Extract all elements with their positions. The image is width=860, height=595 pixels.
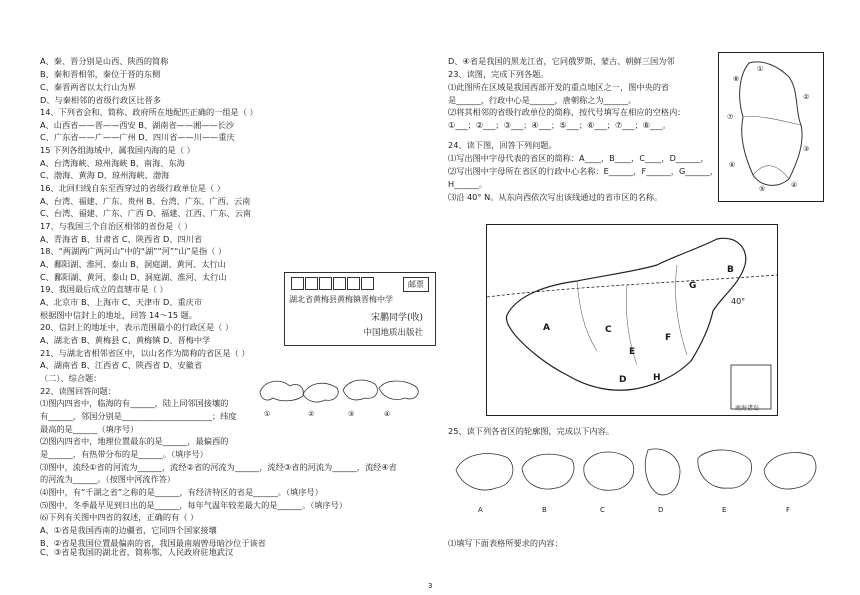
left-line: C、鄱阳湖、黄河、泰山 D、洞庭湖、淮河、太行山 [40, 272, 227, 282]
q24-letter-b: B [727, 265, 734, 275]
left-line: C、③省是我国的湖北省，简称鄂，人民政府驻地武汉 [40, 547, 234, 558]
left-line: A、鄱阳湖、淮河、泰山 B、洞庭湖、黄河、太行山 [40, 259, 226, 269]
q25-label-b: B [542, 506, 547, 514]
q22-label-4: ④ [384, 410, 391, 418]
left-line: 14、下列省会和、简称、政府所在地配匹正确的一组是（ ） [40, 107, 258, 117]
q25-label-f: F [786, 506, 791, 514]
q23-num-1: ① [757, 65, 764, 73]
right-line: ⑵写出图中字母所在省区的行政中心名称：E______，F______，G______， [448, 166, 719, 176]
right-line: ⑴填写下面表格所要求的内容： [448, 538, 563, 548]
envelope-publisher: 中国地质出版社 [363, 328, 423, 338]
q24-letter-g: G [689, 281, 697, 291]
left-line: A、湖北省 B、黄梅县 C、黄梅镇 D、晋梅中学 [40, 335, 211, 345]
q24-letter-a: A [543, 323, 550, 333]
left-line: C、秦晋两省以太行山为界 [40, 82, 136, 92]
left-line: 19、我国最后成立的直辖市是（ ） [40, 284, 168, 294]
right-line: ①___；②___；③___；④___；⑤___；⑥___；⑦___；⑧___。 [448, 120, 671, 130]
left-line: ⑶图中，流经①省的河流为______，流经②省的河流为______，流经③省的河流为______，流经④省 [40, 462, 397, 472]
q23-num-8: ⑧ [733, 75, 740, 83]
left-line: A、青海省 B、甘肃省 C、陕西省 D、四川省 [40, 234, 203, 244]
right-line: ⑶沿 40° N。从东向西依次写出该线通过的省市区的名称。 [448, 192, 663, 202]
q24-china-map [486, 224, 778, 416]
left-line: A、北京市 B、上海市 C、天津市 D、重庆市 [40, 297, 203, 307]
q23-num-3: ③ [803, 145, 810, 153]
left-line: B、秦和晋相邻，秦位于晋的东侧 [40, 69, 161, 79]
left-line: 21、与湖北省相邻省区中，以山名作为简称的省区是（ ） [40, 348, 250, 358]
q23-map [718, 52, 824, 202]
left-line: A、①省是我国西南的边疆省，它同四个国家接壤 [40, 525, 217, 535]
left-line: ⑷图中，有“千湖之省”之称的是______，有经济特区的省是______。（填序号） [40, 487, 323, 497]
left-line: ⑴图内四省中，临海的有______，陆上同邻国接壤的 [40, 398, 229, 408]
left-line: 20、信封上的地址中，表示范围最小的行政区是（ ） [40, 322, 234, 332]
q24-letter-e: E [629, 347, 636, 357]
q22-label-2: ② [308, 410, 315, 418]
page-number: 3 [428, 582, 433, 590]
right-line: 是______，行政中心是______，唐朝称之为______。 [448, 95, 637, 105]
left-line: ⑵图内四省中，地理位置最东的是______，最偏西的 [40, 436, 229, 446]
envelope-recipient: 宋鹏同学(收) [370, 313, 423, 323]
q25-label-e: E [722, 506, 727, 514]
envelope-address: 湖北省黄梅县黄梅镇晋梅中学 [289, 295, 393, 304]
left-line: A、山西省——晋——西安 B、湖南省——湘——长沙 [40, 120, 234, 130]
left-line: 22、读图回答问题： [40, 386, 116, 396]
right-line: 24、读下图，回答下列问题。 [448, 140, 557, 150]
q25-label-a: A [478, 506, 483, 514]
q23-num-4: ④ [791, 181, 798, 189]
envelope-figure [284, 272, 436, 346]
left-line: 是______，有热带分布的是______。（填序号） [40, 449, 208, 459]
left-line: A、秦、晋分别是山西、陕西的简称 [40, 56, 169, 66]
postcode-boxes [291, 277, 374, 290]
left-line: C、广东省——广——广州 D、四川省——川——重庆 [40, 132, 235, 142]
q24-letter-d: D [619, 375, 627, 385]
left-line: 有______，邻国分别是______________________；纬度 [40, 411, 237, 421]
q24-letter-c: C [605, 325, 612, 335]
left-line: 根据图中信封上的地址，回答 14～15 题。 [40, 310, 198, 320]
q25-label-d: D [658, 506, 664, 514]
q23-num-6: ⑥ [729, 161, 736, 169]
q25-label-c: C [600, 506, 605, 514]
right-line: ⑴此图所在区域是我国西部开发的重点地区之一，图中央的省 [448, 82, 670, 92]
left-line: D、与秦相邻的省级行政区比晋多 [40, 95, 161, 105]
right-line: ⑵将其相邻的省级行政单位的简称，按代号填写在相应的空格内： [448, 107, 686, 117]
left-line: A、台湾海峡、琼州海峡 B、南海、东海 [40, 158, 185, 168]
q23-num-7: ⑦ [727, 113, 734, 121]
q24-letter-h: H [653, 373, 661, 383]
left-line: 的河流为______。（按图中河流作答） [40, 474, 176, 484]
q22-label-1: ① [264, 410, 271, 418]
right-line: ⑴写出图中字母代表的省区的简称：A____，B____，C____，D______， [448, 153, 709, 163]
left-line: 15 下列各组海域中，属我国内海的是（ ） [40, 145, 195, 155]
left-line: 17、与我国三个自治区相邻的省份是（ ） [40, 221, 193, 231]
q24-latitude-label: 40° [731, 297, 746, 306]
stamp-box: 邮票 [403, 277, 429, 292]
left-line: 16、北回归线自东至西穿过的省级行政单位是（ ） [40, 183, 225, 193]
left-line: A、湖南省 B、江西省 C、陕西省 D、安徽省 [40, 360, 203, 370]
left-line: 最高的是______（填序号） [40, 424, 139, 434]
left-line: B、②省是我国位置最偏南的省，我国最南端曾母暗沙位于该省 [40, 538, 266, 548]
q23-num-2: ② [803, 93, 810, 101]
left-line: C、渤海、黄海 D、琼州海峡、渤海 [40, 170, 170, 180]
left-line: ⑸图中，冬季最早见到日出的是______，每年气温年较差最大的是______。（填序号） [40, 500, 348, 510]
left-line: ⑹下列有关图中四省的叙述，正确的有（ ） [40, 512, 199, 522]
left-line: C、台湾、福建、广东、广西 D、福建、江西、广东、云南 [40, 208, 252, 218]
right-line: H______。 [448, 179, 487, 189]
right-line: 25、读下列各省区的轮廓图，完成以下内容。 [448, 426, 614, 436]
right-line: 23、读图，完成下列各题。 [448, 69, 549, 79]
left-line: （二）、综合题： [40, 373, 102, 383]
left-line: 18、“两湖两广两河山”中的“湖”“河”“山”是指（ ） [40, 246, 227, 256]
q22-label-3: ③ [348, 410, 355, 418]
q23-num-5: ⑤ [759, 185, 766, 193]
q24-letter-f: F [665, 333, 672, 343]
q24-inset-label: 南海诸岛 [735, 405, 760, 412]
left-line: A、台湾、福建、广东、贵州 B、台湾、广东、广西、云南 [40, 196, 251, 206]
right-line: D、④省是我国的黑龙江省，它同俄罗斯、蒙古、朝鲜三国为邻 [448, 56, 675, 66]
q22-province-shapes [255, 372, 435, 412]
q25-province-outlines [452, 440, 832, 510]
